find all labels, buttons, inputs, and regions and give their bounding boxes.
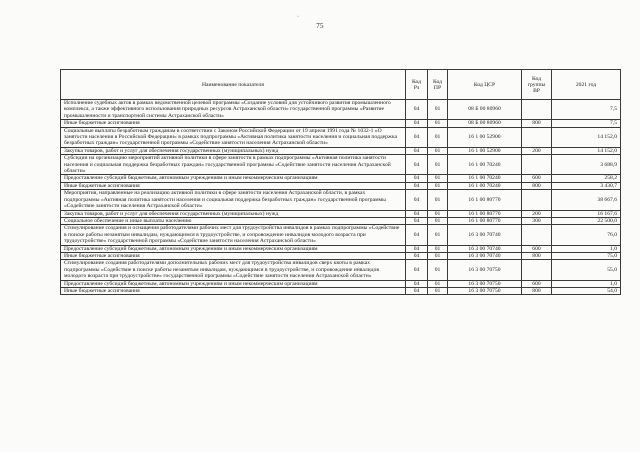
row-amount: 7,5 [552, 120, 621, 127]
row-csr: 16 3 00 70740 [448, 245, 522, 252]
row-vr: 800 [522, 182, 552, 189]
header-year: 2021 год [552, 70, 621, 100]
row-name: Предоставление субсидий бюджетным, автономным учреждениям и иным некоммерческим организациям [61, 280, 406, 287]
table-row [61, 155, 621, 175]
row-name: Иные бюджетные ассигнования [61, 182, 406, 189]
row-pr: 01 [428, 182, 448, 189]
row-name: Предоставление субсидий бюджетным, автономным учреждениям и иным некоммерческим организациям [61, 175, 406, 182]
table-row [61, 225, 621, 245]
row-csr: 16 1 00 70240 [448, 175, 522, 182]
row-vr: 600 [522, 245, 552, 252]
row-rz: 04 [406, 147, 428, 154]
row-vr: 200 [522, 147, 552, 154]
table-row [61, 210, 621, 217]
row-csr: 16 1 00 52900 [448, 127, 522, 147]
row-vr [522, 155, 552, 175]
row-name: Иные бюджетные ассигнования [61, 120, 406, 127]
row-pr: 01 [428, 120, 448, 127]
row-rz: 04 [406, 182, 428, 189]
table-row [61, 175, 621, 182]
row-name: Закупка товаров, работ и услуг для обеспечения государственных (муниципальных) нужд [61, 210, 406, 217]
row-amount: 38 667,6 [552, 190, 621, 210]
row-pr: 01 [428, 217, 448, 224]
row-name: Закупка товаров, работ и услуг для обеспечения государственных (муниципальных) нужд [61, 147, 406, 154]
row-name: Иные бюджетные ассигнования [61, 252, 406, 259]
row-vr [522, 100, 552, 120]
table-row [61, 260, 621, 280]
row-pr: 01 [428, 100, 448, 120]
row-csr: 16 1 00 70240 [448, 155, 522, 175]
row-rz: 04 [406, 252, 428, 259]
row-rz: 04 [406, 260, 428, 280]
row-vr [522, 190, 552, 210]
row-rz: 04 [406, 100, 428, 120]
row-amount: 55,0 [552, 260, 621, 280]
row-pr: 01 [428, 210, 448, 217]
row-name: Стимулирование создания и оснащения работодателями рабочих мест для трудоустройства инвалидов в рамках подпрограммы «Содействие в поиске работы незанятым инвалидам, нуждающимся в трудоустройстве, и сопровождение инвалидов молодого возраста при трудоустройстве» государственной программы «Содействие занятости населения Астраханской области» [61, 225, 406, 245]
row-csr: 16 3 00 70750 [448, 287, 522, 294]
row-name: Стимулирование создания работодателями дополнительных рабочих мест для трудоустройства инвалидов сверх квоты в рамках подпрограммы «Содействие в поиске работы незанятым инвалидам, нуждающимся в трудоустройстве, и сопровождение инвалидов молодого возраста при трудоустройстве» государственной программы «Содействие занятости населения Астраханской области» [61, 260, 406, 280]
row-csr: 08 Б 00 80960 [448, 120, 522, 127]
row-csr: 16 3 00 70740 [448, 252, 522, 259]
row-pr: 01 [428, 147, 448, 154]
row-csr: 16 3 00 70740 [448, 225, 522, 245]
row-vr [522, 127, 552, 147]
row-pr: 01 [428, 287, 448, 294]
row-rz: 04 [406, 175, 428, 182]
table-row [61, 147, 621, 154]
row-vr: 800 [522, 120, 552, 127]
row-amount: 1,0 [552, 245, 621, 252]
row-amount: 3 430,7 [552, 182, 621, 189]
row-csr: 16 1 00 80770 [448, 217, 522, 224]
budget-table [60, 69, 621, 295]
row-amount: 1,0 [552, 280, 621, 287]
row-rz: 04 [406, 155, 428, 175]
row-pr: 01 [428, 252, 448, 259]
row-amount: 54,0 [552, 287, 621, 294]
row-rz: 04 [406, 217, 428, 224]
row-vr: 300 [522, 217, 552, 224]
row-csr: 16 1 00 80770 [448, 190, 522, 210]
table-row [61, 120, 621, 127]
row-rz: 04 [406, 225, 428, 245]
page-number: 75 [316, 22, 324, 30]
scan-mark: · [297, 14, 299, 20]
row-pr: 01 [428, 190, 448, 210]
row-csr: 16 1 00 80770 [448, 210, 522, 217]
row-name: Мероприятия, направленные на реализацию активной политики в сфере занятости населения Астраханской области, в рамках подпрограммы «Активная политика занятости населения и социальная поддержка безработных граждан» государственной программы «Содействие занятости населения Астраханской области» [61, 190, 406, 210]
row-vr: 800 [522, 287, 552, 294]
row-pr: 01 [428, 155, 448, 175]
row-amount: 75,0 [552, 252, 621, 259]
header-rz: Код Рз [406, 70, 428, 100]
row-csr: 08 Б 00 80960 [448, 100, 522, 120]
row-csr: 16 3 00 70750 [448, 280, 522, 287]
row-amount: 22 500,0 [552, 217, 621, 224]
row-amount: 14 152,0 [552, 127, 621, 147]
table-row [61, 245, 621, 252]
row-pr: 01 [428, 245, 448, 252]
table-row [61, 252, 621, 259]
row-name: Исполнение судебных актов в рамках ведомственной целевой программы «Создание условий для устойчивого развития промышленного комплекса, а также эффективного использования природных ресурсов Астраханской области» государственной программы «Развитие промышленности и транспортной системы Астраханской области» [61, 100, 406, 120]
row-pr: 01 [428, 280, 448, 287]
row-name: Социальные выплаты безработным гражданам в соответствии с Законом Российской Федерации от 19 апреля 1991 года № 1032-1 «О занятости населения в Российской Федерации» в рамках подпрограммы «Активная политика занятости населения и социальная поддержка безработных граждан» государственной программы «Содействие занятости населения Астраханской области» [61, 127, 406, 147]
row-pr: 01 [428, 225, 448, 245]
header-name: Наименование показателя [61, 70, 406, 100]
table-row [61, 190, 621, 210]
row-rz: 04 [406, 190, 428, 210]
row-name: Иные бюджетные ассигнования [61, 287, 406, 294]
row-rz: 04 [406, 210, 428, 217]
row-vr [522, 260, 552, 280]
table-row [61, 182, 621, 189]
row-rz: 04 [406, 127, 428, 147]
table-body [61, 100, 621, 295]
table-row [61, 127, 621, 147]
row-name: Предоставление субсидий бюджетным, автономным учреждениям и иным некоммерческим организациям [61, 245, 406, 252]
row-vr: 600 [522, 175, 552, 182]
row-amount: 7,5 [552, 100, 621, 120]
row-rz: 04 [406, 287, 428, 294]
row-vr: 200 [522, 210, 552, 217]
row-pr: 01 [428, 260, 448, 280]
table-row [61, 280, 621, 287]
row-amount: 76,0 [552, 225, 621, 245]
row-vr [522, 225, 552, 245]
header-pr: Код ПР [428, 70, 448, 100]
table-row [61, 217, 621, 224]
table-row [61, 100, 621, 120]
row-csr: 16 3 00 70750 [448, 260, 522, 280]
row-pr: 01 [428, 127, 448, 147]
row-amount: 258,2 [552, 175, 621, 182]
row-vr: 800 [522, 252, 552, 259]
row-csr: 16 1 00 52900 [448, 147, 522, 154]
row-pr: 01 [428, 175, 448, 182]
row-name: Социальное обеспечение и иные выплаты населению [61, 217, 406, 224]
row-vr: 600 [522, 280, 552, 287]
row-amount: 16 167,6 [552, 210, 621, 217]
header-csr: Код ЦСР [448, 70, 522, 100]
row-amount: 14 152,0 [552, 147, 621, 154]
table-header-row [61, 70, 621, 100]
row-rz: 04 [406, 120, 428, 127]
row-csr: 16 1 00 70240 [448, 182, 522, 189]
row-amount: 3 688,9 [552, 155, 621, 175]
row-rz: 04 [406, 245, 428, 252]
header-vr: Код группы ВР [522, 70, 552, 100]
row-rz: 04 [406, 280, 428, 287]
row-name: Субсидии на организацию мероприятий активной политики в сфере занятости в рамках подпрограммы «Активная политика занятости населения и социальная поддержка безработных граждан» государственной программы «Содействие занятости населения Астраханской области» [61, 155, 406, 175]
table-row [61, 287, 621, 294]
